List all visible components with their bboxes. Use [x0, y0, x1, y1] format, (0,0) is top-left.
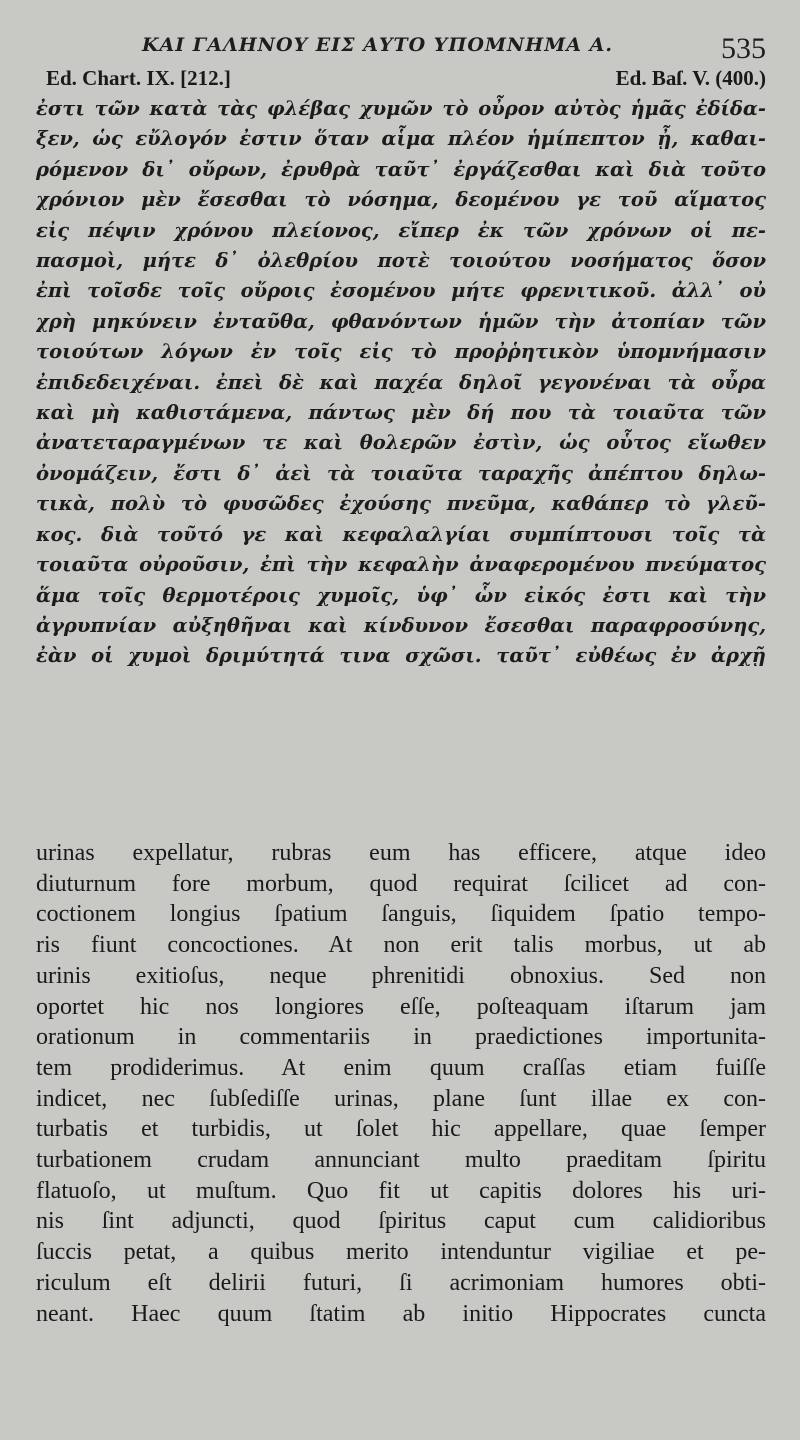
- latin-text-line: coctionem longius ſpatium ſanguis, ſiquidem ſpatio tempo-: [36, 901, 766, 928]
- running-title: ΚΑΙ ΓΑΛΗΝΟΥ ΕΙΣ ΑΥΤΟ ΥΠΟΜΝΗΜΑ Α.: [142, 34, 613, 56]
- greek-text-line: ἅμα τοῖς θερμοτέροις χυμοῖς, ὑφ᾽ ὧν εἰκός ἐστι καὶ τὴν: [36, 583, 766, 607]
- greek-text-line: τοιούτων λόγων ἐν τοῖς εἰς τὸ προῤῥητικὸν ὑπομνήμασιν: [36, 340, 766, 364]
- latin-text-line: nis ſint adjuncti, quod ſpiritus caput cum calidioribus: [36, 1208, 766, 1235]
- greek-text-line: ὀνομάζειν, ἔστι δ᾽ ἀεὶ τὰ τοιαῦτα ταραχῆς ἀπέπτου δηλω-: [36, 461, 766, 485]
- latin-text-line: turbationem crudam annunciant multo praeditam ſpiritu: [36, 1147, 766, 1174]
- latin-text-line: turbatis et turbidis, ut ſolet hic appellare, quae ſemper: [36, 1116, 766, 1143]
- latin-text-block: [36, 838, 766, 1329]
- greek-text-block: [36, 94, 766, 672]
- latin-text-line: flatuoſo, ut muſtum. Quo fit ut capitis dolores his uri-: [36, 1177, 766, 1204]
- page-number: 535: [721, 32, 766, 65]
- latin-text-line: tem prodiderimus. At enim quum craſſas etiam fuiſſe: [36, 1054, 766, 1081]
- greek-text-line: πασμοὶ, μήτε δ᾽ ὀλεθρίου ποτὲ τοιούτου νοσήματος ὅσον: [36, 249, 766, 273]
- greek-text-line: χρόνιον μὲν ἔσεσθαι τὸ νόσημα, δεομένου γε τοῦ αἵματος: [36, 188, 766, 212]
- latin-text-line: diuturnum fore morbum, quod requirat ſcilicet ad con-: [36, 870, 766, 897]
- latin-text-line: oportet hic nos longiores eſſe, poſteaquam iſtarum jam: [36, 993, 766, 1020]
- greek-text-line: ἐπιδεδειχέναι. ἐπεὶ δὲ καὶ παχέα δηλοῖ γεγονέναι τὰ οὖρα: [36, 370, 766, 394]
- greek-text-line: ἐστι τῶν κατὰ τὰς φλέβας χυμῶν τὸ οὖρον αὐτὸς ἡμᾶς ἐδίδα-: [36, 97, 766, 120]
- greek-text-line: ἐὰν οἱ χυμοὶ δριμύτητά τινα σχῶσι. ταῦτ᾽ εὐθέως ἐν ἀρχῇ: [36, 644, 766, 668]
- latin-text-line: indicet, nec ſubſediſſe urinas, plane ſunt illae ex con-: [36, 1085, 766, 1112]
- greek-text-line: ἀνατεταραγμένων τε καὶ θολερῶν ἐστὶν, ὡς οὗτος εἴωθεν: [36, 431, 766, 455]
- greek-text-line: κος. διὰ τοῦτό γε καὶ κεφαλαλγίαι συμπίπτουσι τοῖς τὰ: [36, 522, 766, 546]
- page-header: [36, 26, 766, 70]
- edition-reference-line: [46, 66, 766, 96]
- latin-text-line: ſuccis petat, a quibus merito intenduntur vigiliae et pe-: [36, 1239, 766, 1266]
- greek-text-line: ἐπὶ τοῖσδε τοῖς οὔροις ἐσομένου μήτε φρενιτικοῦ. ἀλλ᾽ οὐ: [36, 279, 766, 303]
- edition-chartier-ref: Ed. Chart. IX. [212.]: [46, 66, 231, 90]
- latin-text-line: urinis exitioſus, neque phrenitidi obnoxius. Sed non: [36, 962, 766, 989]
- greek-text-line: ἀγρυπνίαν αὐξηθῆναι καὶ κίνδυνον ἔσεσθαι παραφροσύνης,: [36, 613, 766, 637]
- edition-basel-ref: Ed. Baſ. V. (400.): [615, 66, 766, 90]
- greek-text-line: καὶ μὴ καθιστάμενα, πάντως μὲν δή που τὰ τοιαῦτα τῶν: [36, 401, 766, 425]
- latin-text-line: neant. Haec quum ſtatim ab initio Hippocrates cuncta: [36, 1300, 766, 1327]
- greek-text-line: ξεν, ὡς εὔλογόν ἐστιν ὅταν αἷμα πλέον ἡμίπεπτον ᾖ, καθαι-: [36, 127, 766, 151]
- latin-text-line: riculum eſt delirii futuri, ſi acrimoniam humores obti-: [36, 1269, 766, 1296]
- greek-text-line: εἰς πέψιν χρόνου πλείονος, εἴπερ ἐκ τῶν χρόνων οἱ πε-: [36, 218, 766, 242]
- latin-text-line: ris fiunt concoctiones. At non erit talis morbus, ut ab: [36, 932, 766, 959]
- greek-text-line: τοιαῦτα οὐροῦσιν, ἐπὶ τὴν κεφαλὴν ἀναφερομένου πνεύματος: [36, 553, 766, 577]
- greek-text-line: τικὰ, πολὺ τὸ φυσῶδες ἐχούσης πνεῦμα, καθάπερ τὸ γλεῦ-: [36, 492, 766, 516]
- latin-text-line: urinas expellatur, rubras eum has efficere, atque ideo: [36, 840, 766, 866]
- latin-text-line: orationum in commentariis in praedictiones importunita-: [36, 1024, 766, 1051]
- greek-text-line: ρόμενον δι᾽ οὔρων, ἐρυθρὰ ταῦτ᾽ ἐργάζεσθαι καὶ διὰ τοῦτο: [36, 157, 766, 181]
- greek-text-line: χρὴ μηκύνειν ἐνταῦθα, φθανόντων ἡμῶν τὴν ἀτοπίαν τῶν: [36, 309, 766, 333]
